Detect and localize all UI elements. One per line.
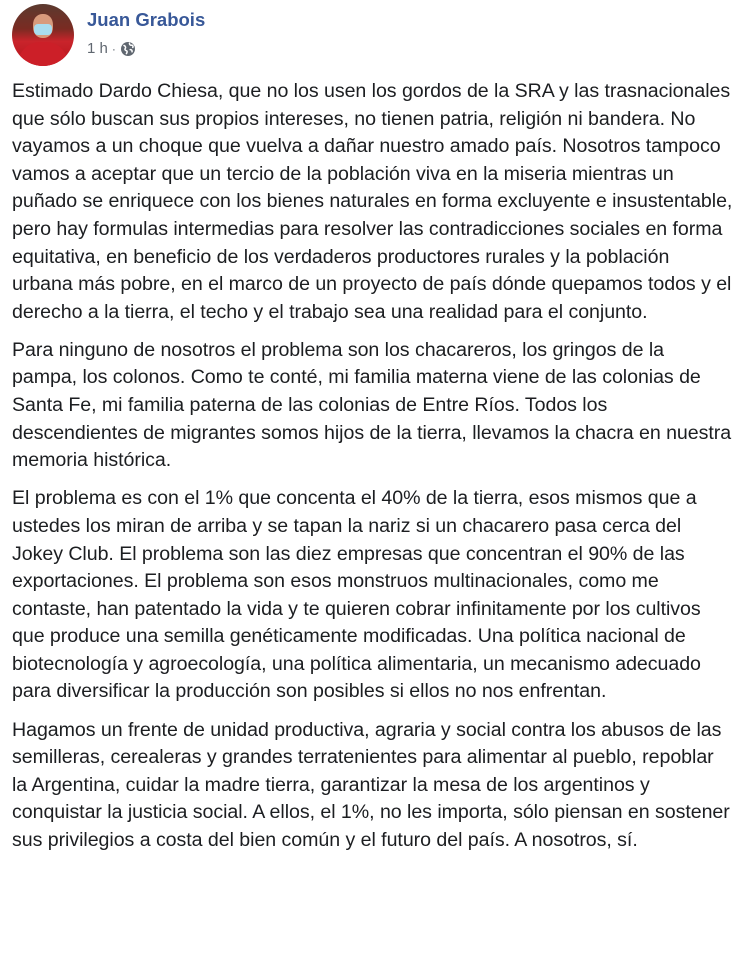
post-meta (87, 40, 136, 57)
post-paragraph-3: El problema es con el 1% que concenta el 40% de la tierra, esos mismos que a ustedes los miran de arriba y se tapan la nariz si un chacarero pasa cerca del Jokey Club. El problema son las diez empresas que concentran el 90% de las exportaciones. El problema son esos monstruos multinacionales, como me contaste, han patentado la vida y te quieren cobrar infinitamente por los cultivos que produce una semilla genéticamente modificadas. Una política nacional de biotecnología y agroecología, una política alimentaria, un mecanismo adecuado para diversificar la producción son posibles si ellos no nos enfrentan. (12, 487, 701, 703)
meta-separator: · (111, 41, 116, 56)
post-paragraph-2: Para ninguno de nosotros el problema son los chacareros, los gringos de la pampa, los colonos. Como te conté, mi familia materna viene de las colonias de Santa Fe, mi familia paterna de las colonias de Entre Ríos. Todos los descendientes de migrantes somos hijos de la tierra, llevamos la chacra en nuestra memoria histórica. (12, 338, 732, 472)
author-avatar[interactable] (12, 4, 74, 66)
post-paragraph-4: Hagamos un frente de unidad productiva, agraria y social contra los abusos de las semilleras, cerealeras y grandes terratenientes para alimentar al pueblo, repoblar la Argentina, cuidar la madre tierra, garantizar la mesa de los argentinos y conquistar la justicia social. A ellos, el 1%, no les importa, sólo piensan en sostener sus privilegios a costa del bien común y el futuro del país. A nosotros, sí. (12, 718, 730, 851)
post-header (12, 4, 732, 68)
author-name[interactable]: Juan Grabois (87, 9, 206, 30)
globe-icon[interactable] (120, 41, 136, 57)
post-paragraph-1: Estimado Dardo Chiesa, que no los usen los gordos de la SRA y las trasnacionales que sólo buscan sus propios intereses, no tienen patria, religión ni bandera. No vayamos a un choque que vuelva a dañar nuestro amado país. Nosotros tampoco vamos a aceptar que un tercio de la población viva en la miseria mientras un puñado se enriquece con los bienes naturales en forma excluyente e insustentable, pero hay formulas intermedias para resolver las contradicciones sociales en forma equitativa, en beneficio de los verdaderos productores rurales y la población urbana más pobre, en el marco de un proyecto de país dónde quepamos todos y el derecho a la tierra, el techo y el trabajo sea una realidad para el conjunto. (12, 80, 733, 323)
avatar-body-shape (18, 42, 68, 66)
avatar-mask-shape (34, 24, 52, 35)
post-timestamp[interactable]: 1 h (87, 40, 108, 57)
post-body (12, 78, 734, 855)
